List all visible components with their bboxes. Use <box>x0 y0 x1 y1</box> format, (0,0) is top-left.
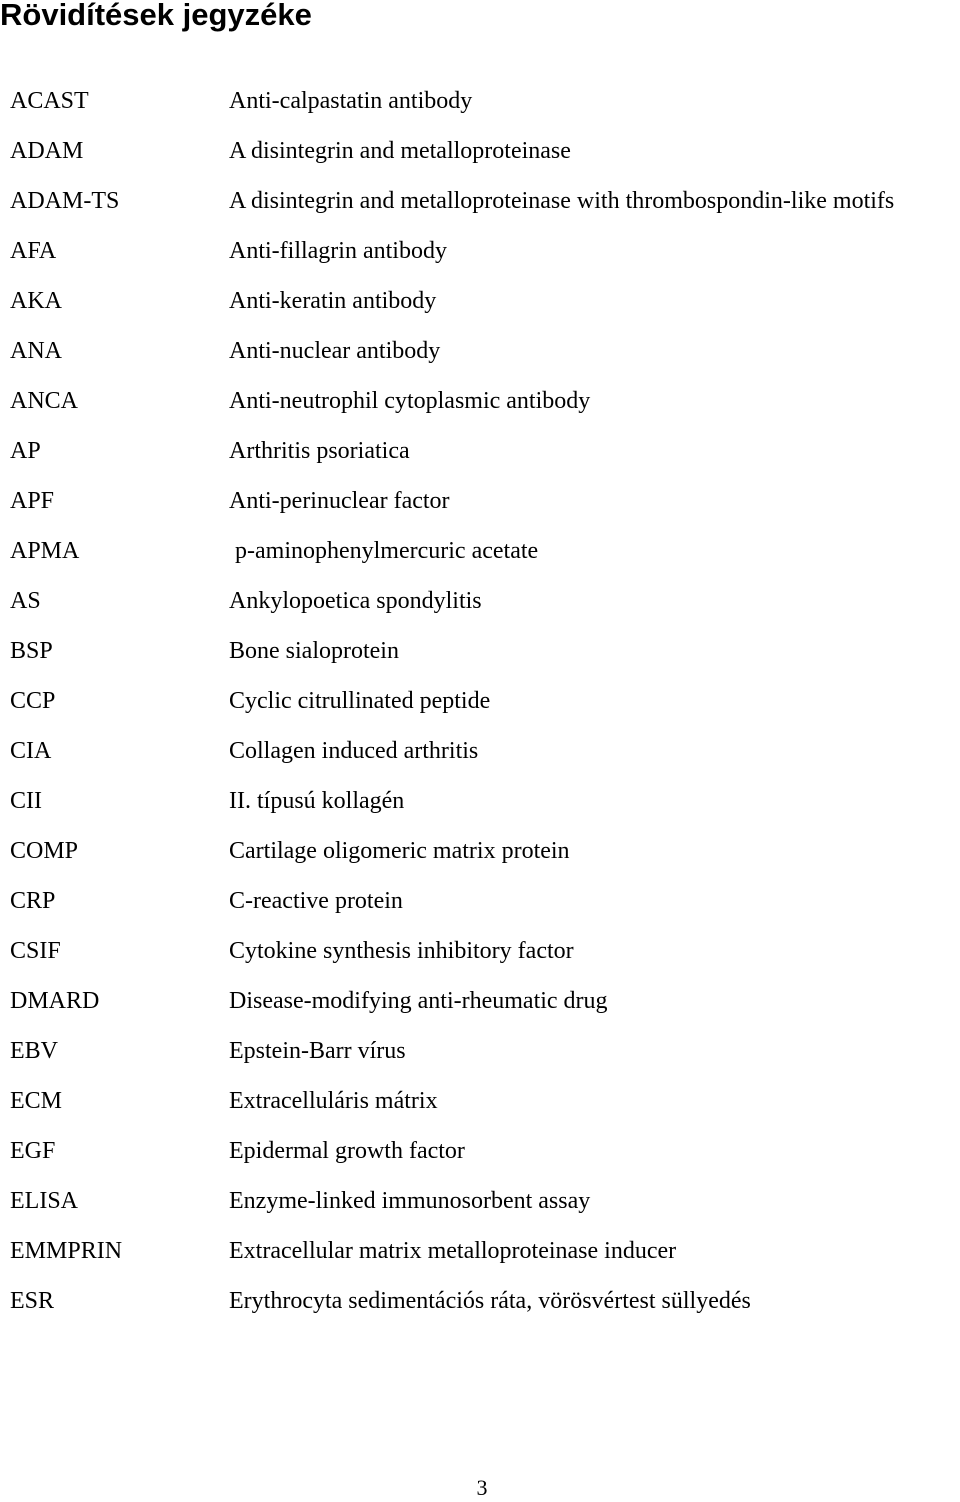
abbreviation-row <box>0 1026 960 1076</box>
abbreviation-term: CIA <box>10 738 52 764</box>
abbreviation-term: ADAM-TS <box>10 188 120 214</box>
abbreviation-row <box>0 1276 960 1326</box>
abbreviation-term: CRP <box>10 888 56 914</box>
abbreviation-row <box>0 176 960 226</box>
abbreviation-row <box>0 526 960 576</box>
abbreviation-term: ECM <box>10 1088 63 1114</box>
abbreviation-definition: Epidermal growth factor <box>229 1138 465 1164</box>
abbreviation-definition: Enzyme-linked immunosorbent assay <box>229 1188 591 1214</box>
abbreviation-row <box>0 626 960 676</box>
abbreviation-definition: Arthritis psoriatica <box>229 438 410 464</box>
abbreviation-row <box>0 1226 960 1276</box>
abbreviation-row <box>0 676 960 726</box>
abbreviation-definition: Anti-neutrophil cytoplasmic antibody <box>229 388 591 414</box>
abbreviation-row <box>0 426 960 476</box>
abbreviation-term: BSP <box>10 638 53 664</box>
page-title: Rövidítések jegyzéke <box>0 0 312 32</box>
abbreviation-definition: A disintegrin and metalloproteinase with thrombospondin-like motifs <box>229 188 895 214</box>
abbreviation-row <box>0 76 960 126</box>
abbreviation-term: ANCA <box>10 388 79 414</box>
abbreviation-definition: A disintegrin and metalloproteinase <box>229 138 571 164</box>
abbreviation-definition: C-reactive protein <box>229 888 403 914</box>
abbreviation-definition: Erythrocyta sedimentációs ráta, vörösvértest süllyedés <box>229 1288 751 1314</box>
abbreviation-definition: Anti-perinuclear factor <box>229 488 450 514</box>
abbreviation-term: ACAST <box>10 88 89 114</box>
abbreviation-list <box>0 76 960 1326</box>
abbreviation-term: AFA <box>10 238 57 264</box>
abbreviation-term: EGF <box>10 1138 56 1164</box>
abbreviation-term: ELISA <box>10 1188 78 1214</box>
abbreviation-definition: Extracelluláris mátrix <box>229 1088 438 1114</box>
abbreviation-row <box>0 926 960 976</box>
abbreviation-row <box>0 826 960 876</box>
abbreviation-definition: Extracellular matrix metalloproteinase inducer <box>229 1238 677 1264</box>
abbreviation-term: ESR <box>10 1288 55 1314</box>
abbreviation-row <box>0 776 960 826</box>
abbreviation-row <box>0 1176 960 1226</box>
abbreviation-row <box>0 126 960 176</box>
abbreviation-term: AP <box>10 438 41 464</box>
abbreviation-row <box>0 476 960 526</box>
abbreviation-term: CII <box>10 788 42 814</box>
abbreviation-term: DMARD <box>10 988 100 1014</box>
abbreviation-row <box>0 726 960 776</box>
abbreviation-term: ADAM <box>10 138 84 164</box>
abbreviation-definition: Cytokine synthesis inhibitory factor <box>229 938 574 964</box>
abbreviation-term: CSIF <box>10 938 61 964</box>
abbreviation-term: APF <box>10 488 55 514</box>
abbreviation-row <box>0 576 960 626</box>
abbreviation-definition: II. típusú kollagén <box>229 788 405 814</box>
abbreviation-definition: Ankylopoetica spondylitis <box>229 588 482 614</box>
abbreviation-definition: Epstein-Barr vírus <box>229 1038 406 1064</box>
abbreviation-row <box>0 276 960 326</box>
abbreviation-definition: p-aminophenylmercuric acetate <box>229 538 539 564</box>
page-number: 3 <box>476 1475 488 1500</box>
abbreviation-term: EMMPRIN <box>10 1238 123 1264</box>
abbreviation-row <box>0 976 960 1026</box>
abbreviation-term: APMA <box>10 538 80 564</box>
abbreviation-row <box>0 326 960 376</box>
abbreviation-row <box>0 226 960 276</box>
abbreviation-definition: Bone sialoprotein <box>229 638 399 664</box>
abbreviation-definition: Cyclic citrullinated peptide <box>229 688 491 714</box>
abbreviation-definition: Collagen induced arthritis <box>229 738 479 764</box>
abbreviation-row <box>0 1076 960 1126</box>
abbreviation-term: AS <box>10 588 41 614</box>
abbreviation-definition: Cartilage oligomeric matrix protein <box>229 838 570 864</box>
abbreviation-row <box>0 376 960 426</box>
abbreviation-definition: Anti-nuclear antibody <box>229 338 441 364</box>
abbreviation-definition: Anti-keratin antibody <box>229 288 437 314</box>
abbreviation-definition: Anti-calpastatin antibody <box>229 88 473 114</box>
abbreviation-term: EBV <box>10 1038 58 1064</box>
abbreviation-term: CCP <box>10 688 56 714</box>
abbreviation-row <box>0 876 960 926</box>
abbreviation-row <box>0 1126 960 1176</box>
abbreviation-term: COMP <box>10 838 79 864</box>
abbreviation-definition: Anti-fillagrin antibody <box>229 238 447 264</box>
abbreviation-term: ANA <box>10 338 62 364</box>
abbreviation-term: AKA <box>10 288 62 314</box>
abbreviation-definition: Disease-modifying anti-rheumatic drug <box>229 988 608 1014</box>
